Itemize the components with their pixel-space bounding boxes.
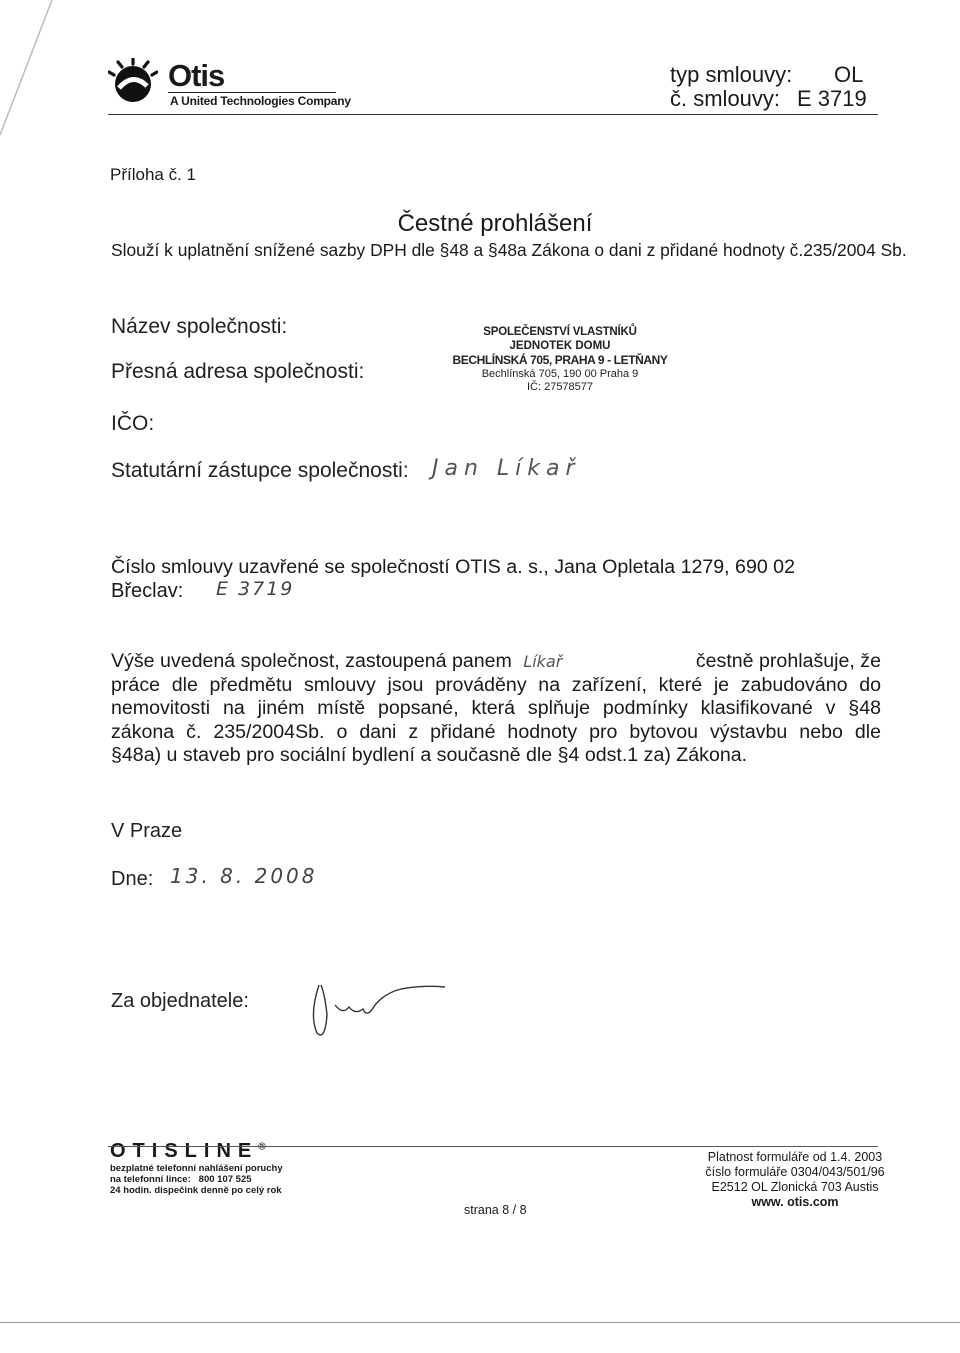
footer-hotline-info (110, 1163, 283, 1196)
stamp-line-2: JEDNOTEK DOMU (509, 340, 611, 352)
footer-rule (108, 1146, 878, 1147)
contract-type-value: OL (834, 62, 864, 87)
company-address-label: Přesná adresa společnosti: (111, 360, 365, 383)
logo-underline (168, 92, 336, 93)
signature-image (305, 975, 455, 1055)
declaration-line-2: práce dle předmětu smlouvy jsou prováděny na zařízení, které je zabudováno do (111, 673, 881, 696)
signature-label: Za objednatele: (111, 990, 249, 1012)
contract-number-handwritten: E 3719 (216, 578, 295, 600)
footer-brand-name: OTISLINE (110, 1140, 259, 1162)
registered-mark: ® (258, 1141, 266, 1153)
date-label: Dne: (111, 868, 154, 890)
document-subtitle: Slouží k uplatnění snížené sazby DPH dle §48 a §48a Zákona o dani z přidané hodnoty č.235/2004 Sb. (111, 240, 907, 260)
declaration-line-5: §48a) u staveb pro sociální bydlení a současně dle §4 odst.1 za) Zákona. (111, 744, 748, 766)
otis-logo-icon (108, 58, 158, 106)
company-logo-wordmark: Otis (168, 58, 225, 93)
declaration-line-3: nemovitosti na jiném místě popsané, která splňuje podmínky klasifikované v §48 (111, 697, 881, 719)
footer-line-3: 24 hodin. dispečink denně po celý rok (110, 1185, 282, 1196)
document-title: Čestné prohlášení (397, 210, 593, 237)
date-handwritten: 13. 8. 2008 (170, 864, 318, 888)
company-stamp (420, 326, 700, 393)
company-tagline: A United Technologies Company (170, 94, 351, 108)
declaration-paragraph (111, 650, 881, 768)
scan-corner-mark (0, 0, 60, 140)
bottom-edge-rule (0, 1322, 960, 1323)
ico-label: IČO: (111, 412, 155, 435)
representative-label: Statutární zástupce společnosti: (111, 459, 409, 482)
footer-line-1: bezplatné telefonní nahlášení poruchy (110, 1163, 283, 1174)
annex-label: Příloha č. 1 (110, 165, 196, 184)
declaration-handwritten-name: Líkař (523, 652, 563, 671)
stamp-line-5: IČ: 27578577 (526, 381, 594, 393)
header-rule (108, 114, 878, 115)
stamp-line-1: SPOLEČENSTVÍ VLASTNÍKŮ (483, 326, 637, 338)
contract-number-label: č. smlouvy: (670, 86, 781, 111)
footer-line-2: na telefonní lince: 800 107 525 (110, 1174, 252, 1185)
declaration-line-1a: Výše uvedená společnost, zastoupená panem (111, 650, 512, 672)
company-name-label: Název společnosti: (111, 315, 288, 338)
footer-right-line-3: E2512 OL Zlonická 703 Austis (711, 1180, 879, 1194)
contract-type-label: typ smlouvy: (670, 62, 793, 87)
declaration-line-4: zákona č. 235/2004Sb. o dani z přidané hodnoty pro bytovou výstavbu nebo dle (111, 720, 881, 743)
footer-right-line-2: číslo formuláře 0304/043/501/96 (705, 1165, 885, 1179)
stamp-line-3: BECHLÍNSKÁ 705, PRAHA 9 - LETŇANY (452, 353, 668, 367)
page-number: strana 8 / 8 (464, 1203, 527, 1217)
place-label: V Praze (111, 820, 183, 842)
contract-city-label: Břeclav: (111, 580, 184, 602)
footer-form-info (680, 1150, 910, 1210)
footer-right-line-4: www. otis.com (751, 1195, 839, 1209)
contract-number-line: Číslo smlouvy uzavřené se společností OTIS a. s., Jana Opletala 1279, 690 02 (111, 556, 795, 578)
footer-right-line-1: Platnost formuláře od 1.4. 2003 (707, 1150, 883, 1164)
footer-brand (110, 1140, 266, 1163)
representative-handwritten: Jan Líkař (432, 456, 581, 481)
stamp-line-4: Bechlínská 705, 190 00 Praha 9 (481, 368, 639, 380)
contract-number-value: E 3719 (797, 86, 867, 111)
declaration-line-1b: čestně prohlašuje, že (695, 650, 881, 672)
